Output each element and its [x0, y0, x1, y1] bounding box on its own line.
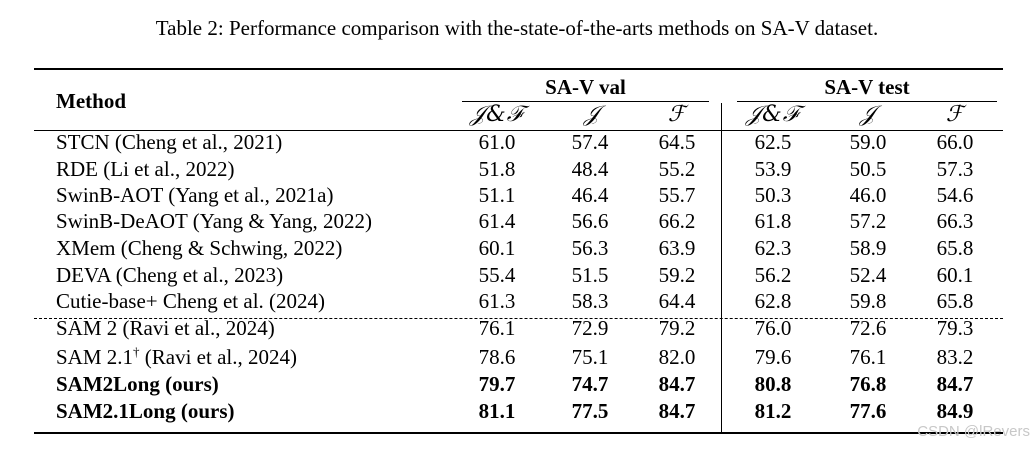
table-row — [0, 315, 1034, 342]
method-citation: (Ravi et al., 2024) — [139, 345, 297, 369]
score-cell: 56.6 — [571, 209, 609, 233]
score-cell: 53.9 — [754, 157, 792, 181]
watermark: CSDN @lRevers — [917, 423, 1030, 440]
score-cell: 65.8 — [936, 236, 974, 260]
score-cell: 59.8 — [849, 289, 887, 313]
method-name-cell — [56, 182, 333, 209]
method-name: SAM2Long (ours) — [56, 372, 219, 396]
score-cell: 57.4 — [571, 130, 609, 154]
sa-v-test-group-header: SA-V test — [824, 75, 910, 99]
table-row — [0, 288, 1034, 315]
table-row — [0, 129, 1034, 156]
score-cell: 62.3 — [754, 236, 792, 260]
score-cell: 80.8 — [754, 372, 792, 396]
score-cell: 76.8 — [849, 372, 887, 396]
table-row — [0, 235, 1034, 262]
score-cell: 64.4 — [658, 289, 696, 313]
method-name-cell — [56, 398, 235, 425]
table-top-rule — [34, 68, 1003, 70]
metric-header-test-f: ℱ — [945, 102, 965, 127]
score-cell: 56.2 — [754, 263, 792, 287]
metric-header-val-jf: 𝒥&ℱ — [470, 102, 524, 127]
method-name: SAM 2 (Ravi et al., 2024) — [56, 316, 275, 340]
score-cell: 75.1 — [571, 345, 609, 369]
method-name-cell — [56, 262, 283, 289]
score-cell: 65.8 — [936, 289, 974, 313]
sa-v-val-group-header: SA-V val — [545, 75, 626, 99]
method-name: DEVA (Cheng et al., 2023) — [56, 263, 284, 287]
score-cell: 81.1 — [478, 399, 516, 423]
score-cell: 54.6 — [936, 183, 974, 207]
score-cell: 76.0 — [754, 316, 792, 340]
score-cell: 51.8 — [478, 157, 516, 181]
score-cell: 61.3 — [478, 289, 516, 313]
score-cell: 48.4 — [571, 157, 609, 181]
score-cell: 62.5 — [754, 130, 792, 154]
method-name: XMem (Cheng & Schwing, 2022) — [56, 236, 343, 260]
metric-header-test-jf: 𝒥&ℱ — [746, 102, 800, 127]
table-row — [0, 398, 1034, 425]
score-cell: 55.4 — [478, 263, 516, 287]
table-row — [0, 262, 1034, 289]
score-cell: 64.5 — [658, 130, 696, 154]
score-cell: 61.4 — [478, 209, 516, 233]
method-name: SAM2.1Long (ours) — [56, 399, 235, 423]
score-cell: 50.5 — [849, 157, 887, 181]
table-row — [0, 344, 1034, 371]
score-cell: 84.7 — [936, 372, 974, 396]
score-cell: 79.6 — [754, 345, 792, 369]
score-cell: 78.6 — [478, 345, 516, 369]
score-cell: 60.1 — [936, 263, 974, 287]
score-cell: 77.5 — [571, 399, 609, 423]
score-cell: 57.2 — [849, 209, 887, 233]
method-name: RDE (Li et al., 2022) — [56, 157, 235, 181]
score-cell: 57.3 — [936, 157, 974, 181]
dagger-mark: † — [133, 344, 140, 359]
score-cell: 82.0 — [658, 345, 696, 369]
method-name-cell — [56, 344, 297, 371]
score-cell: 81.2 — [754, 399, 792, 423]
score-cell: 72.6 — [849, 316, 887, 340]
method-name: SwinB-DeAOT (Yang & Yang, 2022) — [56, 209, 373, 233]
method-name: STCN (Cheng et al., 2021) — [56, 130, 283, 154]
method-name-cell — [56, 235, 342, 262]
table-caption: Table 2: Performance comparison with the-state-of-the-arts methods on SA-V dataset. — [155, 16, 879, 40]
method-column-header: Method — [56, 89, 126, 113]
score-cell: 76.1 — [849, 345, 887, 369]
method-name-cell — [56, 129, 282, 156]
score-cell: 58.3 — [571, 289, 609, 313]
metric-header-test-j: 𝒥 — [859, 102, 877, 127]
score-cell: 66.3 — [936, 209, 974, 233]
score-cell: 59.0 — [849, 130, 887, 154]
score-cell: 60.1 — [478, 236, 516, 260]
method-name-cell — [56, 288, 325, 315]
metric-header-val-j: 𝒥 — [583, 102, 601, 127]
score-cell: 79.7 — [478, 372, 516, 396]
score-cell: 58.9 — [849, 236, 887, 260]
score-cell: 72.9 — [571, 316, 609, 340]
table-bottom-rule — [34, 432, 1003, 434]
score-cell: 79.2 — [658, 316, 696, 340]
method-name: SwinB-AOT (Yang et al., 2021a) — [56, 183, 334, 207]
score-cell: 61.8 — [754, 209, 792, 233]
score-cell: 50.3 — [754, 183, 792, 207]
score-cell: 59.2 — [658, 263, 696, 287]
score-cell: 55.2 — [658, 157, 696, 181]
score-cell: 63.9 — [658, 236, 696, 260]
score-cell: 51.1 — [478, 183, 516, 207]
score-cell: 52.4 — [849, 263, 887, 287]
table-row — [0, 371, 1034, 398]
table-row — [0, 156, 1034, 183]
score-cell: 61.0 — [478, 130, 516, 154]
score-cell: 76.1 — [478, 316, 516, 340]
score-cell: 84.9 — [936, 399, 974, 423]
method-name-cell — [56, 371, 219, 398]
score-cell: 84.7 — [658, 372, 696, 396]
score-cell: 79.3 — [936, 316, 974, 340]
score-cell: 74.7 — [571, 372, 609, 396]
table-row — [0, 208, 1034, 235]
method-name-cell — [56, 208, 372, 235]
score-cell: 55.7 — [658, 183, 696, 207]
score-cell: 46.0 — [849, 183, 887, 207]
score-cell: 51.5 — [571, 263, 609, 287]
method-name-cell — [56, 315, 275, 342]
score-cell: 83.2 — [936, 345, 974, 369]
score-cell: 66.2 — [658, 209, 696, 233]
score-cell: 62.8 — [754, 289, 792, 313]
score-cell: 66.0 — [936, 130, 974, 154]
score-cell: 46.4 — [571, 183, 609, 207]
score-cell: 77.6 — [849, 399, 887, 423]
method-name-cell — [56, 156, 234, 183]
table-row — [0, 182, 1034, 209]
score-cell: 56.3 — [571, 236, 609, 260]
method-name: SAM 2.1 — [56, 345, 134, 369]
method-name: Cutie-base+ Cheng et al. (2024) — [56, 289, 326, 313]
metric-header-val-f: ℱ — [667, 102, 687, 127]
score-cell: 84.7 — [658, 399, 696, 423]
